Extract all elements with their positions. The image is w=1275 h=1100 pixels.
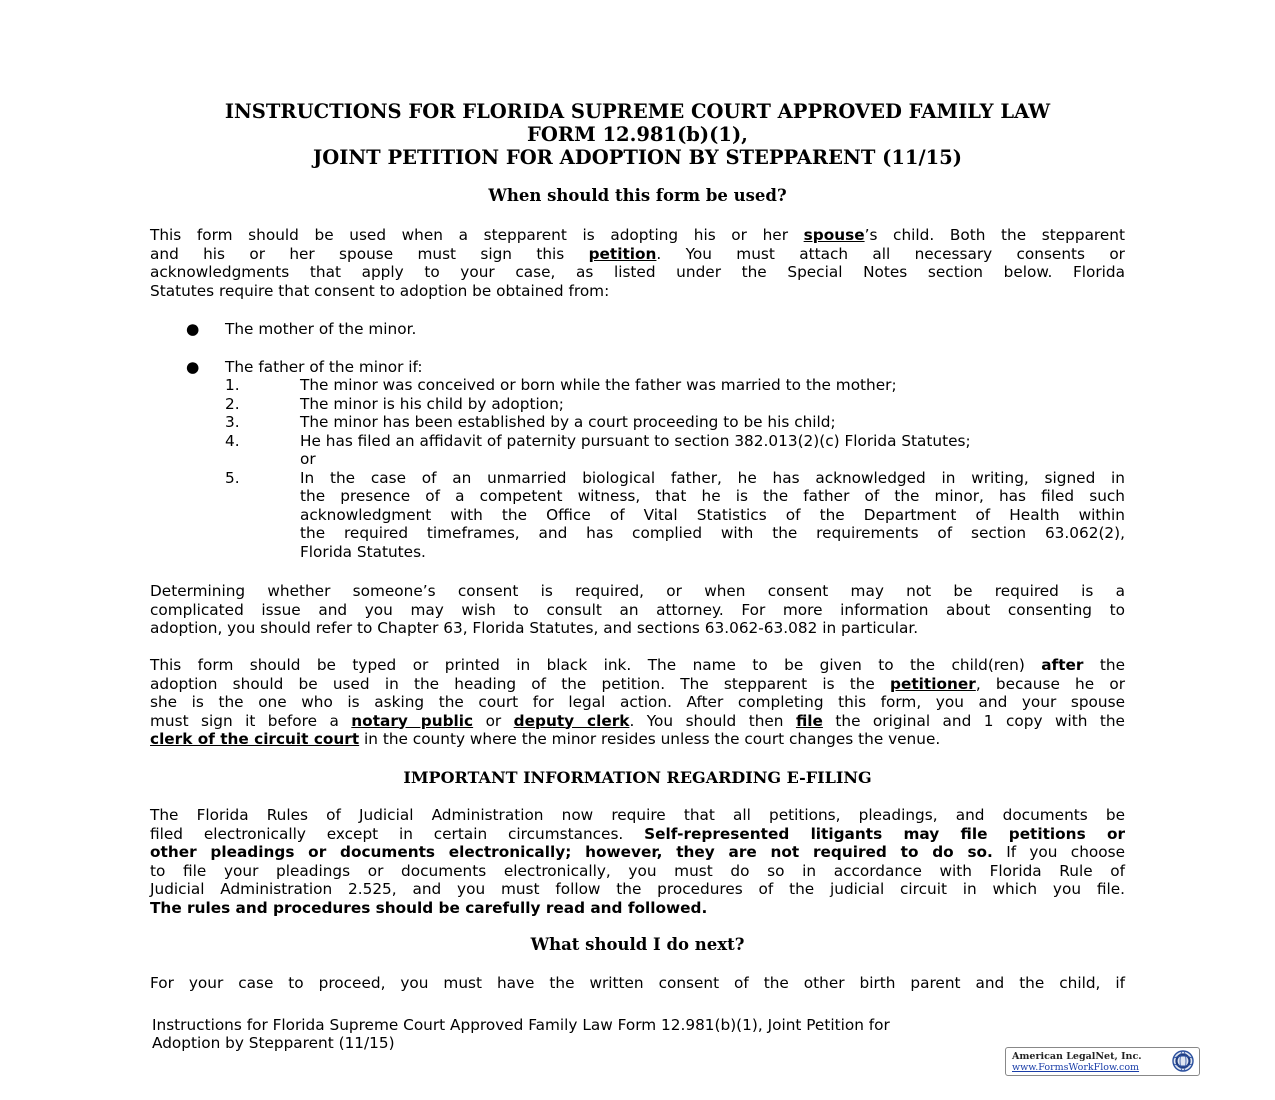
title-line-2: FORM 12.981(b)(1), <box>527 123 748 146</box>
father-conditions-list <box>225 376 1125 561</box>
bullet-icon: ● <box>186 358 200 376</box>
title-line-3: JOINT PETITION FOR ADOPTION BY STEPPARENT (11/15) <box>313 146 962 169</box>
document-title <box>150 100 1125 169</box>
page-footer: Instructions for Florida Supreme Court Approved Family Law Form 12.981(b)(1), Joint Petition for Adoption by Stepparent (11/15) <box>152 1016 890 1052</box>
when-paragraph <box>150 226 1125 300</box>
petition-term: petition <box>588 244 657 263</box>
document-page: INSTRUCTIONS FOR FLORIDA SUPREME COURT APPROVED FAMILY LAW FORM 12.981(b)(1), JOINT PETITION FOR ADOPTION BY STEPPARENT (11/15) When should this form be used? This form should be used when a stepparent is adopting his or her spouse’s child. Both the stepparent and his or her spouse must sign this petition. You must attach all necessary consents or acknowledgments that apply to your case, as listed under the Special Notes section below. Florida Statutes require that consent to adoption be obtained from: ● The mother of the minor. ● The father of the minor if: 1. The minor was conceived or born while the father was married to the mother; 2. The minor is his child by adoption; 3. The minor has been established by a court proceeding to be his child; 4. He has filed an affidavit of paternity pursuant to section 382.013(2)(c) Florida Statutes; or 5. In the case of an unmarried biological father, he has acknowledged in writing, signed in the presence of a competent witness, that he is the father of the minor, has filed such acknowledgment with the Office of Vital Statistics of the Department of Health within the required timeframes, and has complied with the requirements of section 63.062(2), Florida Statutes. Determining whether someone’s consent is required, or when consent may not be required is a complicated issue and you may wish to consult an attorney. For more information about consenting to adoption, you should refer to Chapter 63, Florida Statutes, and sections 63.062-63.082 in particular. This form should be typed or printed in black ink. The name to be given to the child(ren) after the adoption should be used in the heading of the petition. The stepparent is the petitioner, because he or she is the one who is asking the court for legal action. After completing this form, you and your spouse must sign it before a notary public or deputy clerk. You should then file the original and 1 copy with the clerk of the circuit court in the county where the minor resides unless the court changes the venue. IMPORTANT INFORMATION REGARDING E-FILING The Florida Rules of Judicial Administration now require that all petitions, pleadings, and documents be filed electronically except in certain circumstances. Self-represented litigants may file petitions or other pleadings or documents electronically; however, they are not required to do so. If you choose to file your pleadings or documents electronically, you must do so in accordance with Florida Rule of Judicial Administration 2.525, and you must follow the procedures of the judicial circuit in which you file. The rules and procedures should be carefully read and followed. What should I do next? For your case to proceed, you must have the written consent of the other birth parent and the child, if Instructions for Florida Supreme Court Approved Family Law Form 12.981(b)(1), Joint Petition for Adoption by Stepparent (11/15) American LegalNet, Inc. www.FormsWorkFlow.com <box>0 0 1275 1100</box>
bullet-icon: ● <box>186 320 200 338</box>
file-term: file <box>795 711 823 730</box>
list-item: 2. The minor is his child by adoption; <box>225 394 564 413</box>
logo-name: American LegalNet, Inc. <box>1012 1051 1142 1062</box>
para1-line4: Statutes require that consent to adoption be obtained from: <box>150 281 610 300</box>
after-term: after <box>1041 656 1084 674</box>
spouse-term: spouse <box>803 226 865 244</box>
when-heading: When should this form be used? <box>488 186 787 205</box>
deputy-clerk-term: deputy clerk <box>513 711 630 730</box>
efiling-heading: IMPORTANT INFORMATION REGARDING E-FILING <box>403 768 872 787</box>
list-item: 1. The minor was conceived or born while the father was married to the mother; <box>225 376 897 394</box>
globe-icon <box>1171 1049 1195 1073</box>
next-paragraph: For your case to proceed, you must have the written consent of the other birth parent and the child, if <box>150 974 1125 992</box>
petitioner-term: petitioner <box>890 674 976 693</box>
list-item: 5. In the case of an unmarried biological father, he has acknowledged in writing, signed in the presence of a competent witness, that he is the father of the minor, has filed such acknowledgment with the Office of Vital Statistics of the Department of Health within the required timeframes, and has complied with the requirements of section 63.062(2), Florida Statutes. <box>225 468 1125 561</box>
consent-paragraph: Determining whether someone’s consent is required, or when consent may not be required is a complicated issue and you may wish to consult an attorney. For more information about consenting to adoption, you should refer to Chapter 63, Florida Statutes, and sections 63.062-63.082 in particular. <box>150 582 1125 637</box>
notary-public-term: notary public <box>351 711 474 730</box>
logo-url[interactable]: www.FormsWorkFlow.com <box>1012 1062 1140 1073</box>
list-item: 4. He has filed an affidavit of paternity pursuant to section 382.013(2)(c) Florida Statutes; or <box>225 431 971 468</box>
para1-line3: acknowledgments that apply to your case, as listed under the Special Notes section below. Florida <box>150 263 1125 281</box>
efiling-paragraph: The Florida Rules of Judicial Administration now require that all petitions, pleadings, and documents be filed electronically except in certain circumstances. Self-represented litigants may file petitions or other pleadings or documents electronically; however, they are not required to do so. If you choose to file your pleadings or documents electronically, you must do so in accordance with Florida Rule of Judicial Administration 2.525, and you must follow the procedures of the judicial circuit in which you file. The rules and procedures should be carefully read and followed. <box>150 806 1126 917</box>
clerk-term: clerk of the circuit court <box>150 730 360 748</box>
next-heading: What should I do next? <box>530 935 745 954</box>
title-line-1: INSTRUCTIONS FOR FLORIDA SUPREME COURT APPROVED FAMILY LAW <box>224 100 1051 123</box>
list-item: 3. The minor has been established by a court proceeding to be his child; <box>225 413 836 431</box>
para1-line1: This form should be used when a stepparent is adopting his or her spouse’s child. Both the stepparent <box>150 226 1125 244</box>
american-legalnet-logo <box>1005 1047 1200 1076</box>
para1-line2: and his or her spouse must sign this petition. You must attach all necessary consents or <box>150 244 1125 263</box>
filing-paragraph: This form should be typed or printed in black ink. The name to be given to the child(ren) after the adoption should be used in the heading of the petition. The stepparent is the petitioner, because he or she is the one who is asking the court for legal action. After completing this form, you and your spouse must sign it before a notary public or deputy clerk. You should then file the original and 1 copy with the clerk of the circuit court in the county where the minor resides unless the court changes the venue. <box>150 656 1125 748</box>
